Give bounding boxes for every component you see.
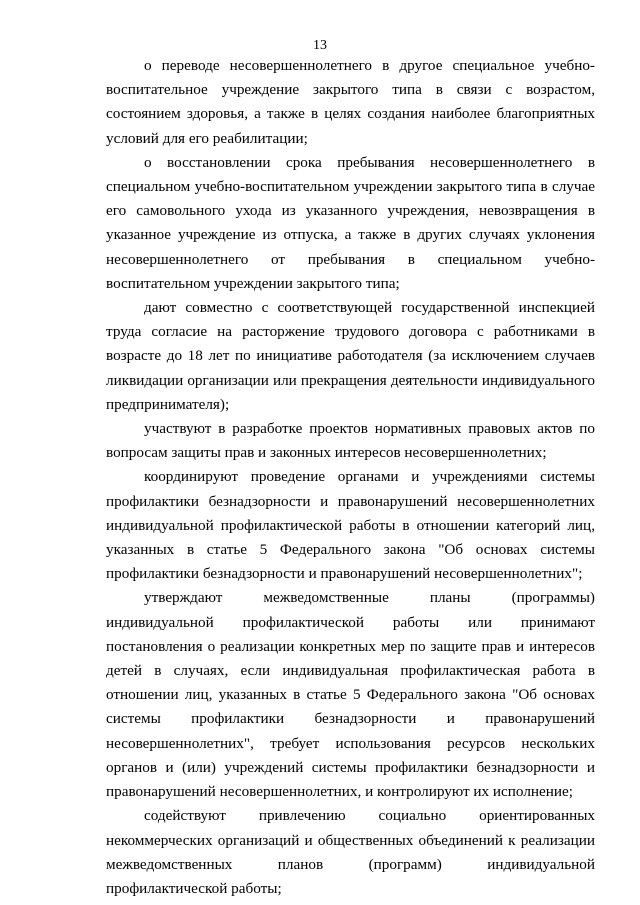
paragraph-transfer: о переводе несовершеннолетнего в другое специальное учебно-воспитательное учреждение закрытого типа в связи с возрастом, состоянием здоровья, а также в целях создания наиболее благоприятных условий для его реабилитации; [106, 57, 595, 147]
paragraph-restoration: о восстановлении срока пребывания несовершеннолетнего в специальном учебно-воспитательном учреждении закрытого типа в случае его самовольного ухода из указанного учреждения, невозвращения в указанное учреждение из отпуска, а также в других случаях уклонения несовершеннолетнего от пребывания в специальном учебно-воспитательном учреждении закрытого типа; [106, 153, 595, 292]
paragraph-labor-consent: дают совместно с соответствующей государственной инспекцией труда согласие на расторжение трудового договора с работниками в возрасте до 18 лет по инициативе работодателя (за исключением случаев ликвидации организации или прекращения деятельности индивидуального предпринимателя); [106, 299, 595, 413]
paragraph-legislation: участвуют в разработке проектов нормативных правовых актов по вопросам защиты прав и законных интересов несовершеннолетних; [106, 420, 595, 462]
document-body [106, 54, 595, 901]
paragraph-interagency-plans: утверждают межведомственные планы (программы) индивидуальной профилактической работы или принимают постановления о реализации конкретных мер по защите прав и интересов детей в случаях, если индивидуальная профилактическая работа в отношении лиц, указанных в статье 5 Федерального закона "Об основах системы профилактики безнадзорности и правонарушений несовершеннолетних", требует использования ресурсов нескольких органов и (или) учреждений системы профилактики безнадзорности и правонарушений несовершеннолетних, и контролируют их исполнение; [106, 589, 595, 801]
paragraph-coordination: координируют проведение органами и учреждениями системы профилактики безнадзорности и правонарушений несовершеннолетних индивидуальной профилактической работы в отношении категорий лиц, указанных в статье 5 Федерального закона "Об основах системы профилактики безнадзорности и правонарушений несовершеннолетних"; [106, 468, 595, 583]
page-number: 13 [313, 38, 327, 53]
paragraph-nonprofit-involvement: содействуют привлечению социально ориентированных некоммерческих организаций и общественных объединений к реализации межведомственных планов (программ) индивидуальной профилактической работы; [106, 807, 595, 897]
